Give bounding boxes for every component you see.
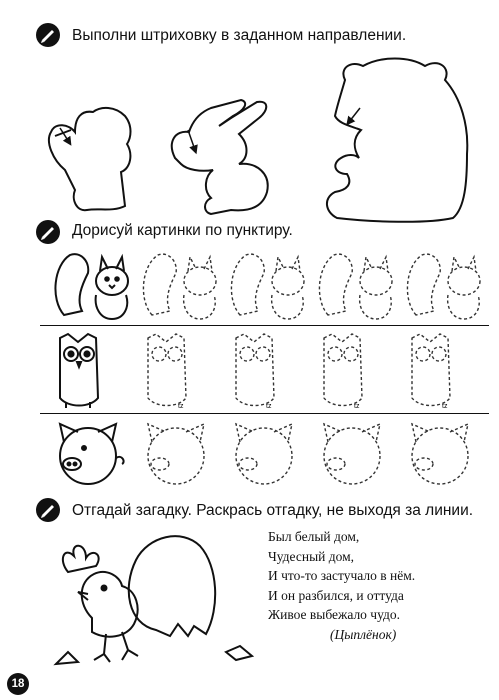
riddle-poem <box>268 527 415 645</box>
shade-arrow <box>349 108 360 122</box>
tracing-row-squirrel <box>50 243 490 325</box>
squirrel-trace-1 <box>143 254 216 319</box>
row-divider <box>40 413 489 414</box>
shell-piece <box>226 646 252 660</box>
bear-silhouette <box>327 59 467 222</box>
owl-trace-4 <box>412 334 450 406</box>
shell-piece <box>56 652 78 664</box>
pencil-icon <box>35 22 61 48</box>
task-title: Выполни штриховку в заданном направлении. <box>72 27 407 44</box>
egg-shell <box>129 536 215 636</box>
riddle-line: И что-то застучало в нём. <box>268 568 416 584</box>
pig-trace-4 <box>412 424 468 484</box>
riddle-line: Чудесный дом, <box>268 548 355 564</box>
tracing-row-pig <box>50 418 490 490</box>
pig-trace-3 <box>324 424 380 484</box>
owl-trace-label: tz <box>442 403 448 410</box>
page-number: 18 <box>7 673 29 695</box>
riddle-answer: (Цыплёнок) <box>330 626 397 642</box>
riddle-line: Был белый дом, <box>268 529 360 544</box>
tracing-row-owl <box>50 330 490 412</box>
owl-trace-1 <box>148 334 186 406</box>
mouse-silhouette <box>49 108 131 210</box>
owl-trace-2 <box>236 334 274 406</box>
pig-sample <box>60 424 124 484</box>
owl-sample <box>60 334 98 408</box>
squirrel-trace-2 <box>231 254 304 319</box>
row-divider <box>40 325 489 326</box>
owl-trace-label: tz <box>354 403 360 410</box>
riddle-line: И он разбился, и оттуда <box>268 587 404 603</box>
chick-egg-illustration <box>48 528 258 678</box>
task-title: Дорисуй картинки по пунктиру. <box>72 222 293 239</box>
squirrel-trace-4 <box>407 254 480 319</box>
shade-arrow <box>60 128 69 142</box>
pig-trace-2 <box>236 424 292 484</box>
pencil-icon <box>35 497 61 523</box>
pencil-icon <box>35 219 61 245</box>
owl-trace-3 <box>324 334 362 406</box>
task-title: Отгадай загадку. Раскрась отгадку, не выходя за линии. <box>72 502 474 519</box>
squirrel-trace-3 <box>319 254 392 319</box>
rabbit-silhouette <box>172 100 268 214</box>
shading-figures <box>35 50 475 230</box>
riddle-line: Живое выбежало чудо. <box>268 607 400 623</box>
squirrel-sample <box>55 254 128 319</box>
shade-arrow <box>188 130 195 150</box>
owl-trace-label: tz <box>266 403 272 410</box>
chick-wing <box>63 546 99 572</box>
pig-trace-1 <box>148 424 204 484</box>
owl-trace-label: tz <box>178 403 184 410</box>
